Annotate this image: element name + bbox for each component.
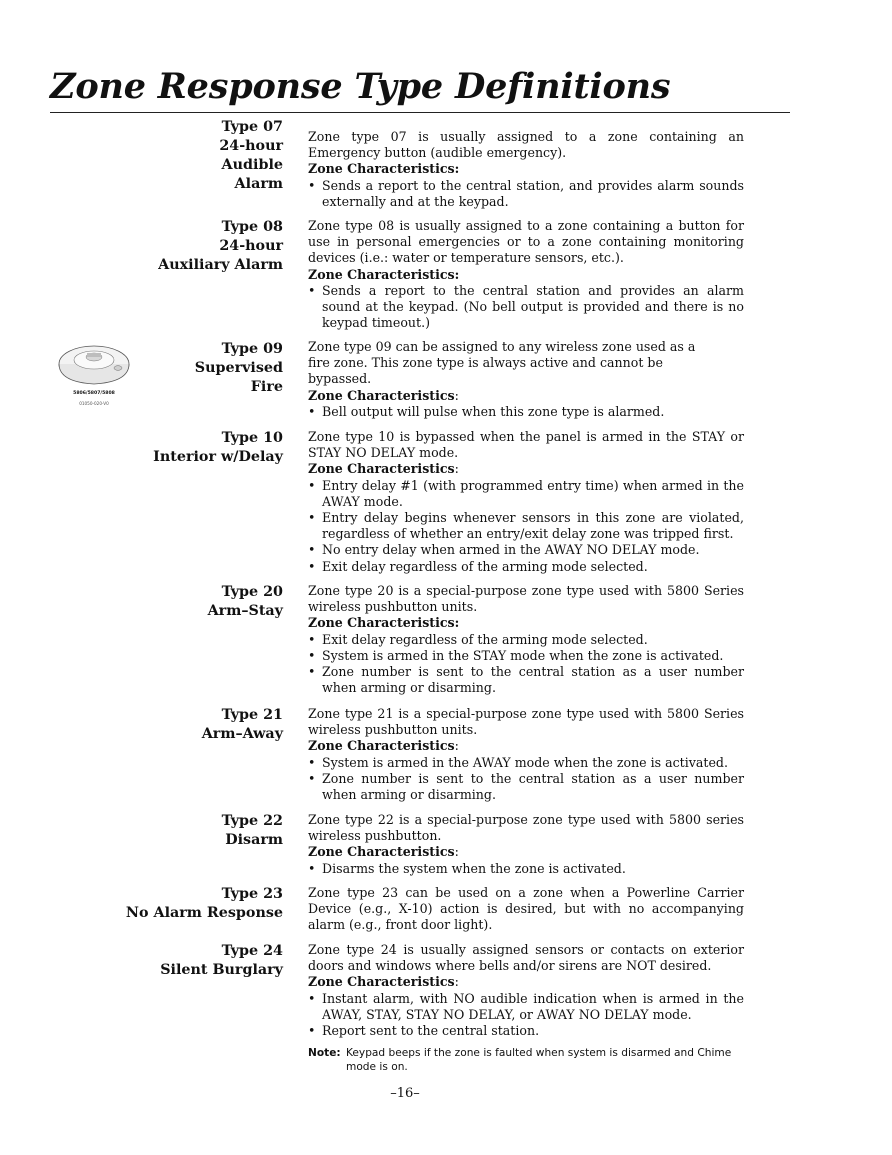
zone-20-heading (53, 583, 283, 621)
zone-22-characteristics-list (308, 861, 744, 877)
zone-07-heading (53, 118, 283, 194)
zone-23-body (308, 885, 744, 934)
detector-caption: 5806/5807/5808 (73, 391, 115, 396)
zone-08-body (308, 218, 744, 331)
zone-07-heading-line: Type 07 (221, 119, 283, 135)
zone-08-description: Zone type 08 is usually assigned to a zone containing a button for use in personal emergencies or to a zone containing monitoring devices (i.e.: water or temperature sensors, etc.). (308, 218, 744, 266)
zone-07-heading-line: 24-hour (219, 138, 283, 154)
list-item: • Entry delay #1 (with programmed entry time) when armed in the AWAY mode. (308, 478, 744, 510)
zone-08-heading-line: Type 08 (221, 219, 283, 235)
zone-24-characteristics-list (308, 991, 744, 1040)
zone-10-characteristics: Zone Characteristics: (308, 461, 459, 477)
zone-09-characteristics: Zone Characteristics: (308, 387, 459, 403)
zone-22-heading (53, 812, 283, 850)
title-rule (50, 112, 790, 113)
zone-08-heading-line: 24-hour (219, 238, 283, 254)
list-item: • Instant alarm, with NO audible indication when is armed in the AWAY, STAY, STAY NO DELAY, or AWAY NO DELAY mode. (308, 991, 744, 1023)
zone-09-description-line: fire zone. This zone type is always active and cannot be (308, 355, 663, 371)
zone-08-heading-line: Auxiliary Alarm (158, 257, 283, 273)
zone-24-characteristics-label: Zone Characteristics (308, 974, 455, 990)
list-item: • System is armed in the STAY mode when the zone is activated. (308, 648, 744, 664)
zone-21-heading (53, 706, 283, 744)
zone-21-heading-line: Type 21 (221, 707, 283, 723)
zone-21-body (308, 706, 744, 803)
zone-09-description-line: Zone type 09 can be assigned to any wireless zone used as a (308, 339, 696, 354)
list-item: • Report sent to the central station. (308, 1023, 744, 1039)
zone-22-characteristics-label: Zone Characteristics (308, 844, 455, 860)
zone-24-description: Zone type 24 is usually assigned sensors or contacts on exterior doors and windows where bells and/or sirens are NOT desired. (308, 942, 744, 974)
zone-20-description: Zone type 20 is a special-purpose zone type used with 5800 Series wireless pushbutton units. (308, 583, 744, 615)
zone-20-heading-line: Arm–Stay (207, 603, 283, 619)
zone-09-description (308, 339, 744, 388)
zone-22-characteristics: Zone Characteristics: (308, 844, 459, 860)
zone-10-description: Zone type 10 is bypassed when the panel is armed in the STAY or STAY NO DELAY mode. (308, 429, 744, 461)
zone-24-heading-line: Type 24 (221, 943, 283, 959)
zone-10-characteristics-label: Zone Characteristics (308, 461, 455, 477)
list-item: • Sends a report to the central station, and provides alarm sounds externally and at the keypad. (308, 178, 744, 210)
zone-09-heading-line: Type 09 (221, 341, 283, 357)
zone-21-characteristics-label: Zone Characteristics (308, 738, 455, 754)
zone-09-body (308, 339, 744, 420)
page-number: –16– (390, 1086, 420, 1101)
list-item: • Entry delay begins whenever sensors in this zone are violated, regardless of whether an entry/exit delay zone was tripped first. (308, 510, 744, 542)
zone-21-heading-line: Arm–Away (201, 726, 283, 742)
zone-10-characteristics-list (308, 478, 744, 575)
zone-07-description: Zone type 07 is usually assigned to a zone containing an Emergency button (audible emergency). (308, 129, 744, 161)
zone-07-characteristics-list (308, 178, 744, 210)
note-text: Keypad beeps if the zone is faulted when system is disarmed and Chime mode is on. (346, 1047, 732, 1074)
zone-20-body (308, 583, 744, 696)
zone-21-description: Zone type 21 is a special-purpose zone type used with 5800 Series wireless pushbutton units. (308, 706, 744, 738)
list-item: • System is armed in the AWAY mode when the zone is activated. (308, 755, 744, 771)
detector-code: 01050-020-V0 (79, 401, 109, 406)
zone-24-note (308, 1046, 744, 1074)
zone-22-description: Zone type 22 is a special-purpose zone type used with 5800 series wireless pushbutton. (308, 812, 744, 844)
zone-23-description: Zone type 23 can be used on a zone when a Powerline Carrier Device (e.g., X-10) action is desired, but with no accompanying alarm (e.g., front door light). (308, 885, 744, 933)
zone-09-description-line: bypassed. (308, 371, 372, 387)
zone-22-heading-line: Disarm (225, 832, 283, 848)
zone-24-characteristics: Zone Characteristics: (308, 974, 459, 990)
list-item: • Exit delay regardless of the arming mode selected. (308, 559, 744, 575)
zone-09-heading-line: Fire (250, 379, 283, 395)
zone-20-heading-line: Type 20 (221, 584, 283, 600)
zone-23-heading (53, 885, 283, 923)
zone-24-heading (53, 942, 283, 980)
zone-09-characteristics-label: Zone Characteristics (308, 387, 455, 403)
zone-21-characteristics-list (308, 755, 744, 804)
list-item: • Bell output will pulse when this zone type is alarmed. (308, 404, 744, 420)
zone-07-heading-line: Alarm (234, 176, 283, 192)
list-item: • Sends a report to the central station and provides an alarm sound at the keypad. (No bell output is provided and there is no keypad timeout.) (308, 283, 744, 332)
zone-09-heading-line: Supervised (194, 360, 283, 376)
zone-22-body (308, 812, 744, 877)
zone-10-heading-line: Interior w/Delay (153, 449, 283, 465)
zone-08-characteristics-list (308, 283, 744, 332)
zone-20-characteristics-label: Zone Characteristics: (308, 615, 460, 631)
zone-10-heading (53, 429, 283, 467)
zone-23-heading-line: No Alarm Response (125, 905, 283, 921)
list-item: • No entry delay when armed in the AWAY NO DELAY mode. (308, 542, 744, 558)
zone-08-characteristics-label: Zone Characteristics: (308, 266, 460, 282)
zone-08-heading (53, 218, 283, 275)
list-item: • Disarms the system when the zone is activated. (308, 861, 744, 877)
zone-24-body (308, 942, 744, 1074)
zone-10-heading-line: Type 10 (221, 430, 283, 446)
note-label: Note: (308, 1047, 341, 1060)
zone-07-body (308, 129, 744, 210)
zone-09-characteristics-list (308, 404, 744, 420)
zone-20-characteristics-list (308, 632, 744, 697)
zone-09-heading (53, 340, 283, 397)
zone-21-characteristics: Zone Characteristics: (308, 738, 459, 754)
list-item: • Zone number is sent to the central station as a user number when arming or disarming. (308, 771, 744, 803)
zone-24-heading-line: Silent Burglary (160, 962, 283, 978)
zone-23-heading-line: Type 23 (221, 886, 283, 902)
list-item: • Exit delay regardless of the arming mode selected. (308, 632, 744, 648)
zone-10-body (308, 429, 744, 575)
zone-22-heading-line: Type 22 (221, 813, 283, 829)
zone-07-heading-line: Audible (221, 157, 283, 173)
zone-07-characteristics-label: Zone Characteristics: (308, 161, 460, 177)
page-title: Zone Response Type Definitions (50, 66, 671, 107)
list-item: • Zone number is sent to the central station as a user number when arming or disarming. (308, 664, 744, 696)
